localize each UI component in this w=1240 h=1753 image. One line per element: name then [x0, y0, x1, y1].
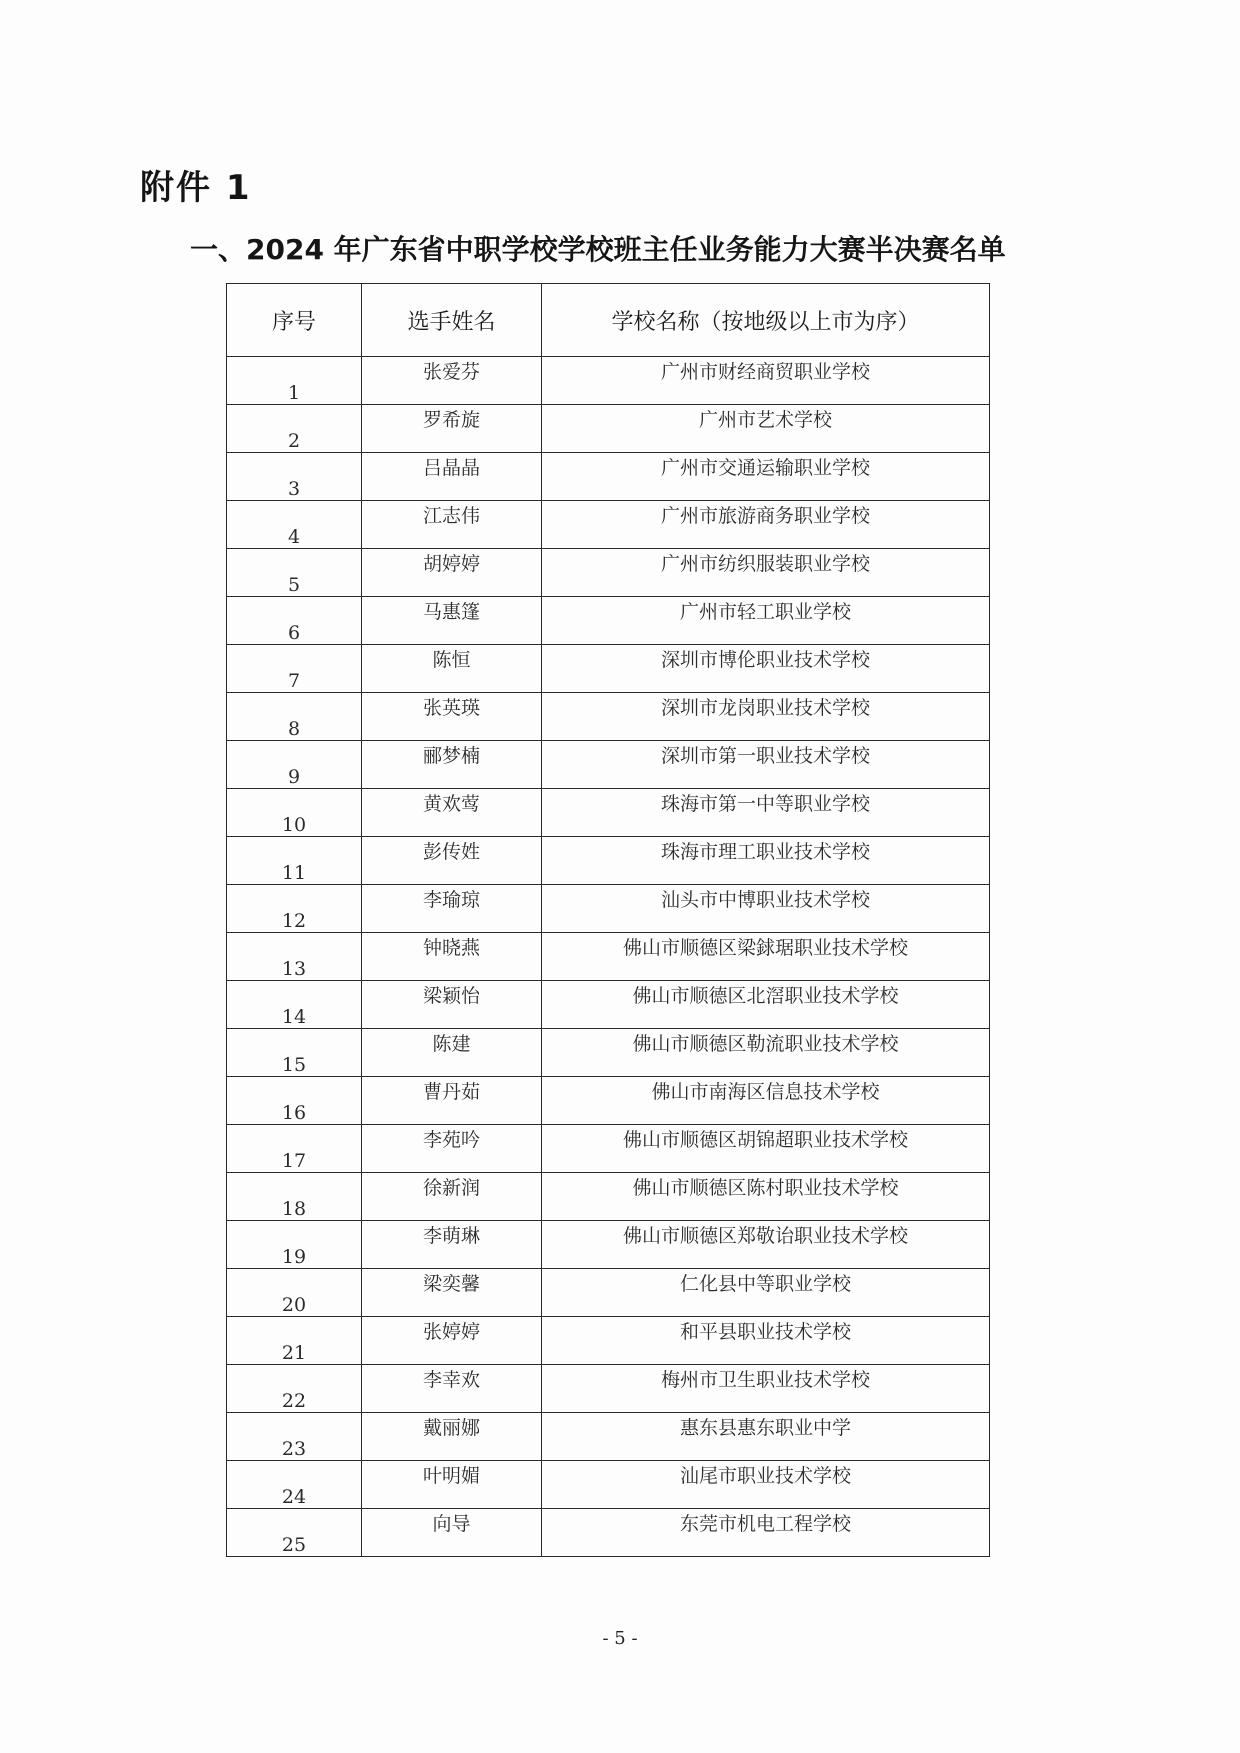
seq-cell: 16 — [227, 1077, 362, 1125]
school-name-cell: 东莞市机电工程学校 — [542, 1509, 990, 1557]
table-row — [227, 1365, 990, 1413]
school-name-cell: 广州市交通运输职业学校 — [542, 453, 990, 501]
school-name-cell: 佛山市顺德区北滘职业技术学校 — [542, 981, 990, 1029]
school-name-cell: 仁化县中等职业学校 — [542, 1269, 990, 1317]
school-name-cell: 汕头市中博职业技术学校 — [542, 885, 990, 933]
table-row — [227, 645, 990, 693]
seq-cell: 15 — [227, 1029, 362, 1077]
table-row — [227, 1461, 990, 1509]
contestant-name-cell: 陈恒 — [362, 645, 542, 693]
table-row — [227, 549, 990, 597]
school-name-cell: 佛山市顺德区陈村职业技术学校 — [542, 1173, 990, 1221]
contestant-name-cell: 向导 — [362, 1509, 542, 1557]
seq-cell: 8 — [227, 693, 362, 741]
table-row — [227, 501, 990, 549]
seq-cell: 24 — [227, 1461, 362, 1509]
school-name-cell: 汕尾市职业技术学校 — [542, 1461, 990, 1509]
contestant-name-cell: 李萌琳 — [362, 1221, 542, 1269]
seq-cell: 7 — [227, 645, 362, 693]
school-name-cell: 梅州市卫生职业技术学校 — [542, 1365, 990, 1413]
table-row — [227, 933, 990, 981]
school-name-cell: 广州市纺织服装职业学校 — [542, 549, 990, 597]
table-row — [227, 1509, 990, 1557]
contestant-name-cell: 陈建 — [362, 1029, 542, 1077]
document-title: 一、2024 年广东省中职学校学校班主任业务能力大赛半决赛名单 — [190, 233, 1006, 266]
seq-cell: 4 — [227, 501, 362, 549]
table-row — [227, 405, 990, 453]
seq-cell: 11 — [227, 837, 362, 885]
seq-cell: 5 — [227, 549, 362, 597]
table-row — [227, 1317, 990, 1365]
seq-cell: 3 — [227, 453, 362, 501]
semifinal-roster-table — [226, 283, 990, 1557]
seq-cell: 12 — [227, 885, 362, 933]
seq-cell: 17 — [227, 1125, 362, 1173]
contestant-name-cell: 张英瑛 — [362, 693, 542, 741]
contestant-name-cell: 张爱芬 — [362, 357, 542, 405]
table-row — [227, 1029, 990, 1077]
contestant-name-cell: 梁奕馨 — [362, 1269, 542, 1317]
contestant-name-cell: 罗希旋 — [362, 405, 542, 453]
seq-cell: 14 — [227, 981, 362, 1029]
seq-cell: 9 — [227, 741, 362, 789]
seq-cell: 10 — [227, 789, 362, 837]
seq-cell: 22 — [227, 1365, 362, 1413]
school-name-cell: 佛山市顺德区勒流职业技术学校 — [542, 1029, 990, 1077]
seq-cell: 21 — [227, 1317, 362, 1365]
table-row — [227, 1173, 990, 1221]
seq-cell: 1 — [227, 357, 362, 405]
school-name-cell: 深圳市龙岗职业技术学校 — [542, 693, 990, 741]
school-name-cell: 佛山市顺德区梁銶琚职业技术学校 — [542, 933, 990, 981]
table-body — [227, 357, 990, 1557]
table-row — [227, 789, 990, 837]
attachment-label: 附件 1 — [140, 168, 252, 208]
school-name-cell: 和平县职业技术学校 — [542, 1317, 990, 1365]
table-row — [227, 1125, 990, 1173]
contestant-name-cell: 徐新润 — [362, 1173, 542, 1221]
table-row — [227, 885, 990, 933]
school-name-cell: 广州市艺术学校 — [542, 405, 990, 453]
table-row — [227, 1221, 990, 1269]
contestant-name-cell: 彭传姓 — [362, 837, 542, 885]
table-row — [227, 357, 990, 405]
page-number: - 5 - — [602, 1628, 638, 1649]
header-seq: 序号 — [227, 284, 362, 357]
table-row — [227, 1269, 990, 1317]
seq-cell: 20 — [227, 1269, 362, 1317]
school-name-cell: 珠海市理工职业技术学校 — [542, 837, 990, 885]
table-row — [227, 1077, 990, 1125]
contestant-name-cell: 郦梦楠 — [362, 741, 542, 789]
school-name-cell: 深圳市第一职业技术学校 — [542, 741, 990, 789]
contestant-name-cell: 黄欢莺 — [362, 789, 542, 837]
school-name-cell: 广州市轻工职业学校 — [542, 597, 990, 645]
school-name-cell: 珠海市第一中等职业学校 — [542, 789, 990, 837]
seq-cell: 2 — [227, 405, 362, 453]
school-name-cell: 广州市财经商贸职业学校 — [542, 357, 990, 405]
seq-cell: 18 — [227, 1173, 362, 1221]
contestant-name-cell: 李瑜琼 — [362, 885, 542, 933]
school-name-cell: 广州市旅游商务职业学校 — [542, 501, 990, 549]
contestant-name-cell: 戴丽娜 — [362, 1413, 542, 1461]
contestant-name-cell: 梁颖怡 — [362, 981, 542, 1029]
header-school: 学校名称（按地级以上市为序） — [542, 284, 990, 357]
contestant-name-cell: 李幸欢 — [362, 1365, 542, 1413]
table-header-row — [227, 284, 990, 357]
contestant-name-cell: 叶明媚 — [362, 1461, 542, 1509]
seq-cell: 19 — [227, 1221, 362, 1269]
seq-cell: 23 — [227, 1413, 362, 1461]
header-name: 选手姓名 — [362, 284, 542, 357]
contestant-name-cell: 李苑吟 — [362, 1125, 542, 1173]
contestant-name-cell: 胡婷婷 — [362, 549, 542, 597]
table-row — [227, 597, 990, 645]
school-name-cell: 深圳市博伦职业技术学校 — [542, 645, 990, 693]
table-row — [227, 693, 990, 741]
table-row — [227, 1413, 990, 1461]
table-row — [227, 741, 990, 789]
contestant-name-cell: 吕晶晶 — [362, 453, 542, 501]
school-name-cell: 佛山市顺德区郑敬诒职业技术学校 — [542, 1221, 990, 1269]
school-name-cell: 佛山市顺德区胡锦超职业技术学校 — [542, 1125, 990, 1173]
seq-cell: 13 — [227, 933, 362, 981]
seq-cell: 6 — [227, 597, 362, 645]
contestant-name-cell: 江志伟 — [362, 501, 542, 549]
contestant-name-cell: 张婷婷 — [362, 1317, 542, 1365]
school-name-cell: 惠东县惠东职业中学 — [542, 1413, 990, 1461]
contestant-name-cell: 钟晓燕 — [362, 933, 542, 981]
contestant-name-cell: 马惠篷 — [362, 597, 542, 645]
table-row — [227, 981, 990, 1029]
seq-cell: 25 — [227, 1509, 362, 1557]
contestant-name-cell: 曹丹茹 — [362, 1077, 542, 1125]
school-name-cell: 佛山市南海区信息技术学校 — [542, 1077, 990, 1125]
table-row — [227, 837, 990, 885]
table-row — [227, 453, 990, 501]
